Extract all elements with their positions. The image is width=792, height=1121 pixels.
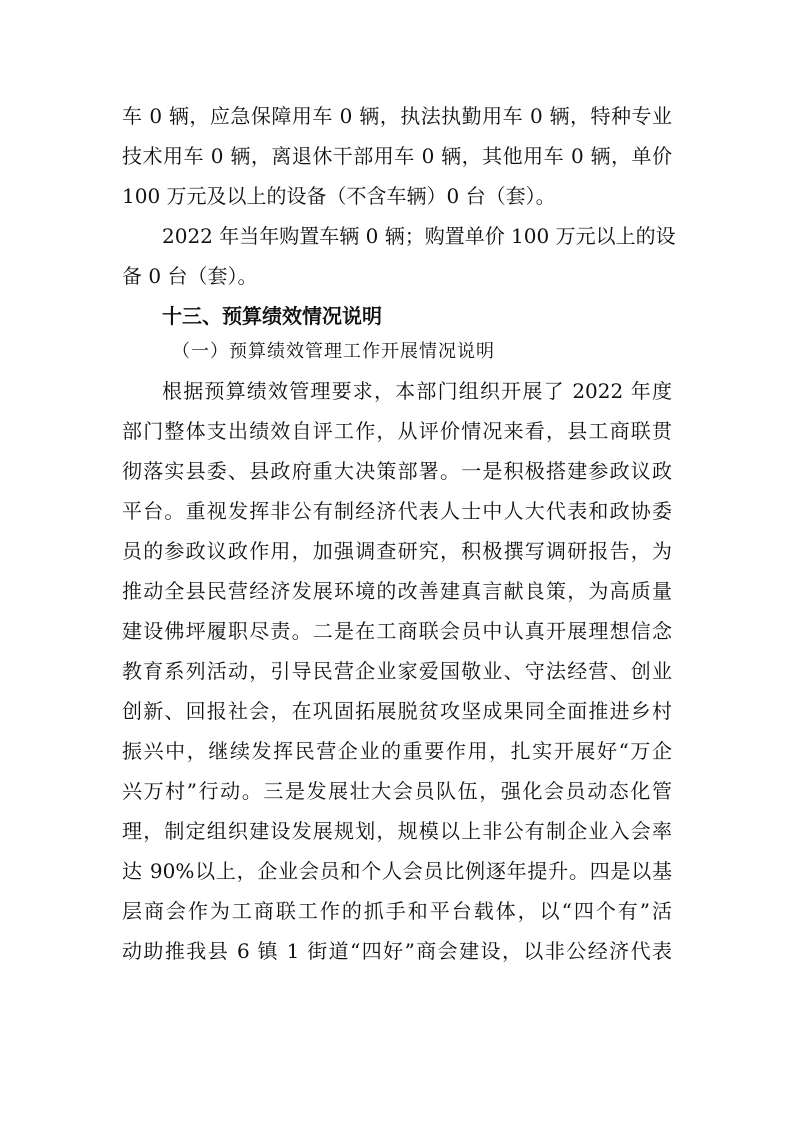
paragraph-line: 2022 年当年购置车辆 0 辆；购置单价 100 万元以上的设 xyxy=(162,224,676,248)
paragraph-line: 彻落实县委、县政府重大决策部署。一是积极搭建参政议政 xyxy=(122,459,672,483)
paragraph-line: 推动全县民营经济发展环境的改善建真言献良策，为高质量 xyxy=(122,579,672,603)
paragraph-line: 动助推我县 6 镇 1 街道“四好”商会建设，以非公经济代表 xyxy=(122,939,672,963)
paragraph-line: 振兴中，继续发挥民营企业的重要作用，扎实开展好“万企 xyxy=(122,739,672,763)
paragraph-line: 员的参政议政作用，加强调查研究，积极撰写调研报告，为 xyxy=(122,539,672,563)
paragraph-line: 教育系列活动，引导民营企业家爱国敬业、守法经营、创业 xyxy=(122,659,672,683)
paragraph-line: 备 0 台（套）。 xyxy=(122,264,258,288)
paragraph-line: 创新、回报社会，在巩固拓展脱贫攻坚成果同全面推进乡村 xyxy=(122,699,672,723)
paragraph-line: 达 90%以上，企业会员和个人会员比例逐年提升。四是以基 xyxy=(122,859,672,883)
section-heading: 十三、预算绩效情况说明 xyxy=(162,304,382,328)
paragraph-line: 层商会作为工商联工作的抓手和平台载体，以“四个有”活 xyxy=(122,899,672,923)
paragraph-line: 部门整体支出绩效自评工作，从评价情况来看，县工商联贯 xyxy=(122,419,672,443)
paragraph-line: 车 0 辆，应急保障用车 0 辆，执法执勤用车 0 辆，特种专业 xyxy=(122,104,672,128)
paragraph-line: 技术用车 0 辆，离退休干部用车 0 辆，其他用车 0 辆，单价 xyxy=(122,144,672,168)
paragraph-line: 理，制定组织建设发展规划，规模以上非公有制企业入会率 xyxy=(122,819,672,843)
paragraph-line: 根据预算绩效管理要求，本部门组织开展了 2022 年度 xyxy=(162,379,672,403)
paragraph-line: 兴万村”行动。三是发展壮大会员队伍，强化会员动态化管 xyxy=(122,779,672,803)
sub-heading: （一）预算绩效管理工作开展情况说明 xyxy=(172,341,495,362)
paragraph-line: 平台。重视发挥非公有制经济代表人士中人大代表和政协委 xyxy=(122,499,672,523)
paragraph-line: 建设佛坪履职尽责。二是在工商联会员中认真开展理想信念 xyxy=(122,619,672,643)
paragraph-line: 100 万元及以上的设备（不含车辆）0 台（套）。 xyxy=(122,184,556,208)
